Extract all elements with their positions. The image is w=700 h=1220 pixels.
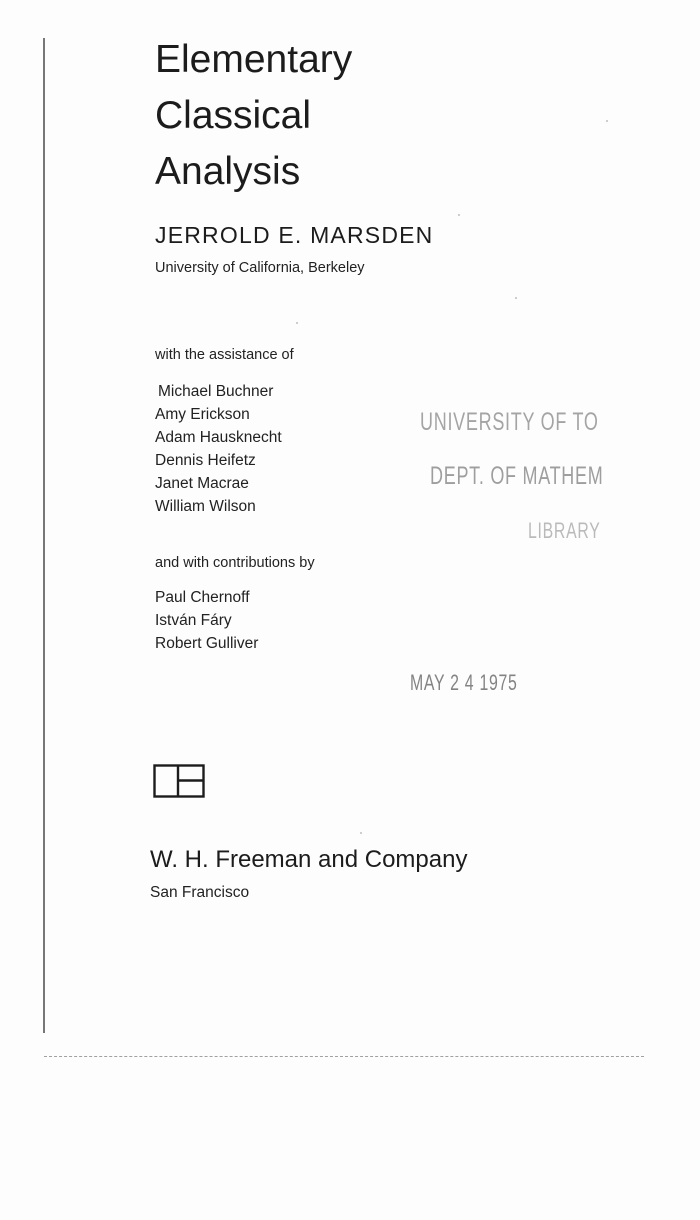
assistant-name: Amy Erickson	[155, 406, 250, 423]
library-stamp-line-3: LIBRARY	[528, 518, 601, 543]
paper-speck	[296, 322, 298, 324]
contributor-name: Paul Chernoff	[155, 589, 250, 606]
assistance-heading: with the assistance of	[155, 347, 294, 363]
title-line-2: Classical	[155, 94, 312, 137]
library-stamp-line-2: DEPT. OF MATHEM	[430, 462, 604, 490]
publisher-logo-icon	[153, 764, 205, 798]
author-affiliation: University of California, Berkeley	[155, 260, 365, 276]
publisher-name: W. H. Freeman and Company	[150, 846, 468, 873]
paper-speck	[458, 214, 460, 216]
binding-edge-line	[43, 38, 45, 1033]
library-date-stamp: MAY 2 4 1975	[410, 670, 518, 695]
contributor-name: István Fáry	[155, 612, 232, 629]
title-line-3: Analysis	[155, 150, 301, 193]
title-line-1: Elementary	[155, 38, 353, 81]
author-name: JERROLD E. MARSDEN	[155, 222, 434, 248]
publisher-city: San Francisco	[150, 884, 250, 901]
assistance-list	[155, 380, 282, 518]
library-stamp-line-1: UNIVERSITY OF TO	[420, 408, 599, 436]
paper-speck	[515, 297, 517, 299]
page-bottom-edge	[44, 1056, 644, 1057]
contributor-name: Robert Gulliver	[155, 635, 259, 652]
assistant-name: Dennis Heifetz	[155, 452, 256, 469]
assistant-name: Michael Buchner	[158, 383, 274, 400]
assistant-name: William Wilson	[155, 498, 256, 515]
paper-speck	[606, 120, 608, 122]
paper-speck	[360, 832, 362, 834]
assistant-name: Adam Hausknecht	[155, 429, 282, 446]
assistant-name: Janet Macrae	[155, 475, 249, 492]
book-title	[155, 32, 352, 200]
contributions-heading: and with contributions by	[155, 555, 315, 571]
contributions-list	[155, 586, 258, 655]
